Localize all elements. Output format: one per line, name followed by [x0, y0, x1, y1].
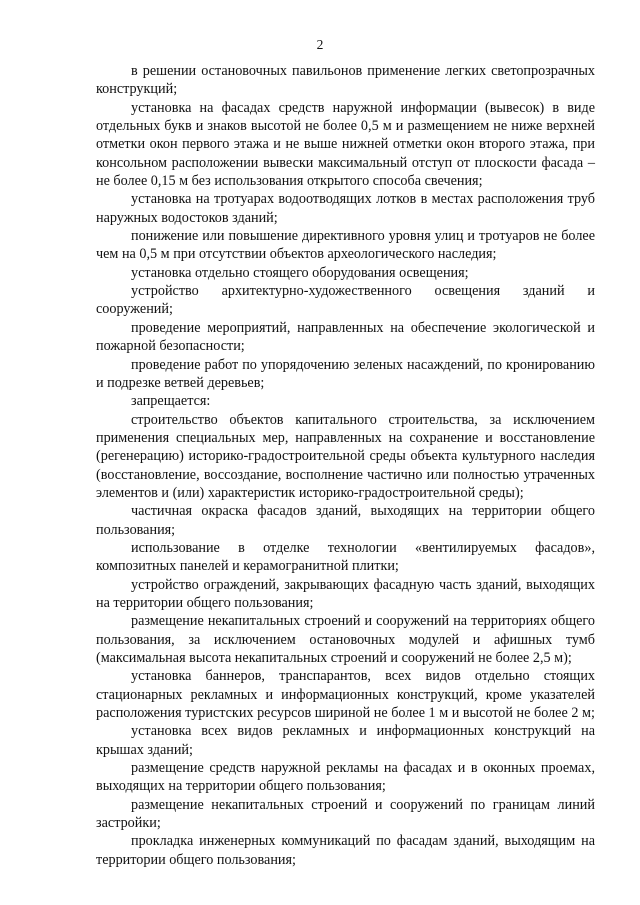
- paragraph: размещение средств наружной рекламы на фасадах и в оконных проемах, выходящих на территории общего пользования;: [96, 760, 595, 795]
- paragraph: размещение некапитальных строений и сооружений по границам линий застройки;: [96, 796, 595, 832]
- paragraph: установка на фасадах средств наружной информации (вывесок) в виде отдельных букв и знаков высотой не более 0,5 м и размещением не ниже верхней отметки окон первого этажа и не выше нижней отметки окон второго этажа, при консольном расположении вывески максимальный отступ от плоскости фасада – не более 0,15 м без использования открытого способа свечения;: [96, 99, 595, 190]
- paragraph: проведение работ по упорядочению зеленых насаждений, по кронированию и подрезке ветвей деревьев;: [96, 356, 595, 391]
- paragraph: частичная окраска фасадов зданий, выходящих на территории общего пользования;: [96, 503, 595, 538]
- paragraph: прокладка инженерных коммуникаций по фасадам зданий, выходящим на территории общего пользования;: [96, 833, 595, 868]
- paragraph: установка на тротуарах водоотводящих лотков в местах расположения труб наружных водостоков зданий;: [96, 191, 595, 226]
- paragraph: проведение мероприятий, направленных на обеспечение экологической и пожарной безопасности;: [96, 319, 595, 355]
- paragraph: установка баннеров, транспарантов, всех видов отдельно стоящих стационарных рекламных и информационных конструкций, кроме указателей расположения туристских ресурсов шириной не более 1 м и высотой не более 2 м;: [96, 668, 595, 722]
- document-body: [96, 62, 595, 869]
- paragraph: использование в отделке технологии «вентилируемых фасадов», композитных панелей и керамогранитной плитки;: [96, 539, 595, 575]
- paragraph: размещение некапитальных строений и сооружений на территориях общего пользования, за исключением остановочных модулей и афишных тумб (максимальная высота некапитальных строений и сооружений не более 2,5 м);: [96, 613, 595, 666]
- paragraph: в решении остановочных павильонов применение легких светопрозрачных конструкций;: [96, 63, 595, 98]
- paragraph: строительство объектов капитального строительства, за исключением применения специальных мер, направленных на сохранение и восстановление (регенерацию) историко-градостроительной среды объекта культурного наследия (восстановление, воссоздание, восполнение частично или полностью утраченных элементов и (или) характеристик историко-градостроительной среды);: [96, 411, 595, 501]
- paragraph: устройство архитектурно-художественного освещения зданий и сооружений;: [96, 283, 595, 318]
- page-number: 2: [316, 37, 324, 52]
- paragraph: установка всех видов рекламных и информационных конструкций на крышах зданий;: [96, 723, 595, 758]
- paragraph: устройство ограждений, закрывающих фасадную часть зданий, выходящих на территории общего пользования;: [96, 576, 595, 611]
- paragraph: установка отдельно стоящего оборудования освещения;: [131, 264, 469, 281]
- paragraph: понижение или повышение директивного уровня улиц и тротуаров не более чем на 0,5 м при отсутствии объектов археологического наследия;: [96, 228, 595, 263]
- paragraph-heading-prohibited: запрещается:: [131, 393, 211, 410]
